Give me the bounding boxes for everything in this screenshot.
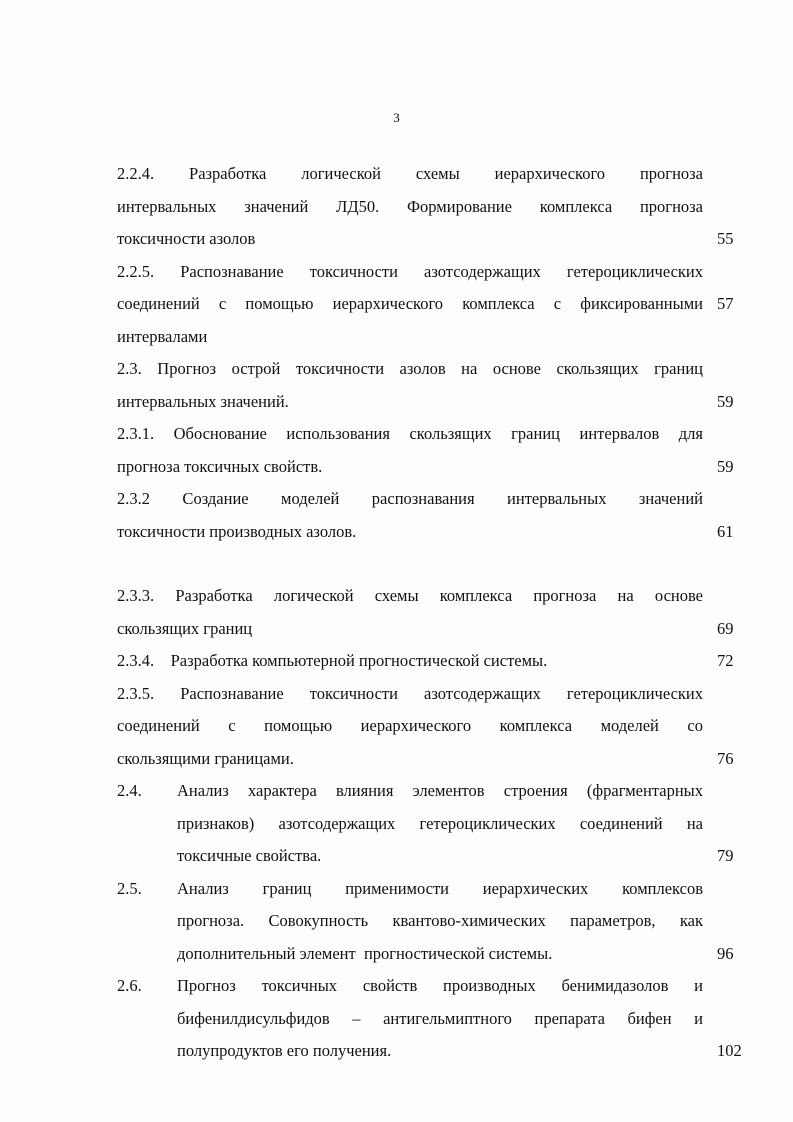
toc-entry-text: 2.3. Прогноз острой токсичности азолов на основе скользящих границ	[117, 359, 703, 378]
toc-entry-2-3-3	[117, 580, 747, 645]
toc-page-ref: 59	[717, 456, 734, 476]
toc-entry-text: соединений с помощью иерархического комплекса моделей со	[117, 716, 703, 735]
toc-entry-text: токсичности азолов	[117, 229, 256, 248]
toc-entry-text: прогноза токсичных свойств.	[117, 456, 323, 476]
toc-entry-2-2-4	[117, 158, 747, 256]
page-number: 3	[393, 110, 400, 125]
toc-entry-text: 2.2.5. Распознавание токсичности азотсодержащих гетероциклических	[117, 261, 703, 281]
toc-page-ref: 76	[717, 748, 734, 768]
toc-entry-2-5	[117, 873, 747, 971]
toc-entry-text: Прогноз токсичных свойств производных бенимидазолов и	[177, 976, 703, 995]
toc-entry-number: 2.4.	[117, 781, 142, 800]
toc-entry-2-3-5	[117, 678, 747, 776]
toc-entry-2-3-1	[117, 418, 747, 483]
toc-page-ref: 59	[717, 391, 734, 411]
toc-entry-text: Анализ характера влияния элементов строения (фрагментарных	[177, 781, 703, 800]
toc-page-ref: 55	[717, 229, 734, 248]
toc-entry-text: бифенилдисульфидов – антигельмиптного препарата бифен и	[177, 1008, 703, 1028]
toc-entry-text: соединений с помощью иерархического комплекса с фиксированными	[117, 294, 703, 313]
toc-entry-2-3-4	[117, 645, 747, 678]
toc-page-ref: 57	[717, 294, 734, 313]
toc-entry-text: 2.3.1. Обоснование использования скользящих границ интервалов для	[117, 424, 703, 443]
toc-entry-2-3	[117, 353, 747, 418]
toc-entry-text: 2.3.3. Разработка логической схемы комплекса прогноза на основе	[117, 586, 703, 605]
toc-entry-text: прогноза. Совокупность квантово-химических параметров, как	[177, 911, 703, 930]
toc-entry-text: токсичные свойства.	[177, 846, 322, 865]
toc-entry-2-3-2	[117, 483, 747, 548]
toc-entry-text: признаков) азотсодержащих гетероциклических соединений на	[177, 813, 703, 833]
toc-entry-text: полупродуктов его получения.	[177, 1041, 392, 1060]
toc-entry-text: скользящими границами.	[117, 748, 294, 768]
toc-page-ref: 69	[717, 618, 734, 638]
toc-entry-text: 2.3.2 Создание моделей распознавания интервальных значений	[117, 489, 703, 508]
toc-page-ref: 61	[717, 521, 734, 541]
toc-page-ref: 96	[717, 943, 734, 963]
toc-entry-text: Анализ границ применимости иерархических комплексов	[177, 878, 703, 898]
toc-entry-text: интервальных значений.	[117, 391, 289, 411]
toc-page-ref: 79	[717, 846, 734, 865]
spacer	[117, 548, 747, 580]
toc-entry-text: скользящих границ	[117, 618, 253, 638]
toc-entry-text: интервальных значений ЛД50. Формирование комплекса прогноза	[117, 196, 703, 216]
toc-entry-number: 2.6.	[117, 976, 142, 995]
toc-entry-2-2-5	[117, 256, 747, 354]
toc-entry-text: 2.3.5. Распознавание токсичности азотсодержащих гетероциклических	[117, 683, 703, 703]
toc-entry-text: дополнительный элемент прогностической системы.	[177, 943, 553, 963]
toc-page-ref: 102	[717, 1041, 742, 1060]
toc-entry-2-4	[117, 775, 747, 873]
toc-entry-number: 2.5.	[117, 878, 142, 898]
toc-entry-text: интервалами	[117, 326, 208, 346]
table-of-contents	[117, 158, 747, 1068]
toc-page-ref: 72	[717, 651, 734, 670]
toc-entry-text: 2.3.4. Разработка компьютерной прогностической системы.	[117, 651, 548, 670]
toc-entry-2-6	[117, 970, 747, 1068]
toc-entry-text: 2.2.4. Разработка логической схемы иерархического прогноза	[117, 164, 703, 183]
toc-entry-text: токсичности производных азолов.	[117, 521, 357, 541]
